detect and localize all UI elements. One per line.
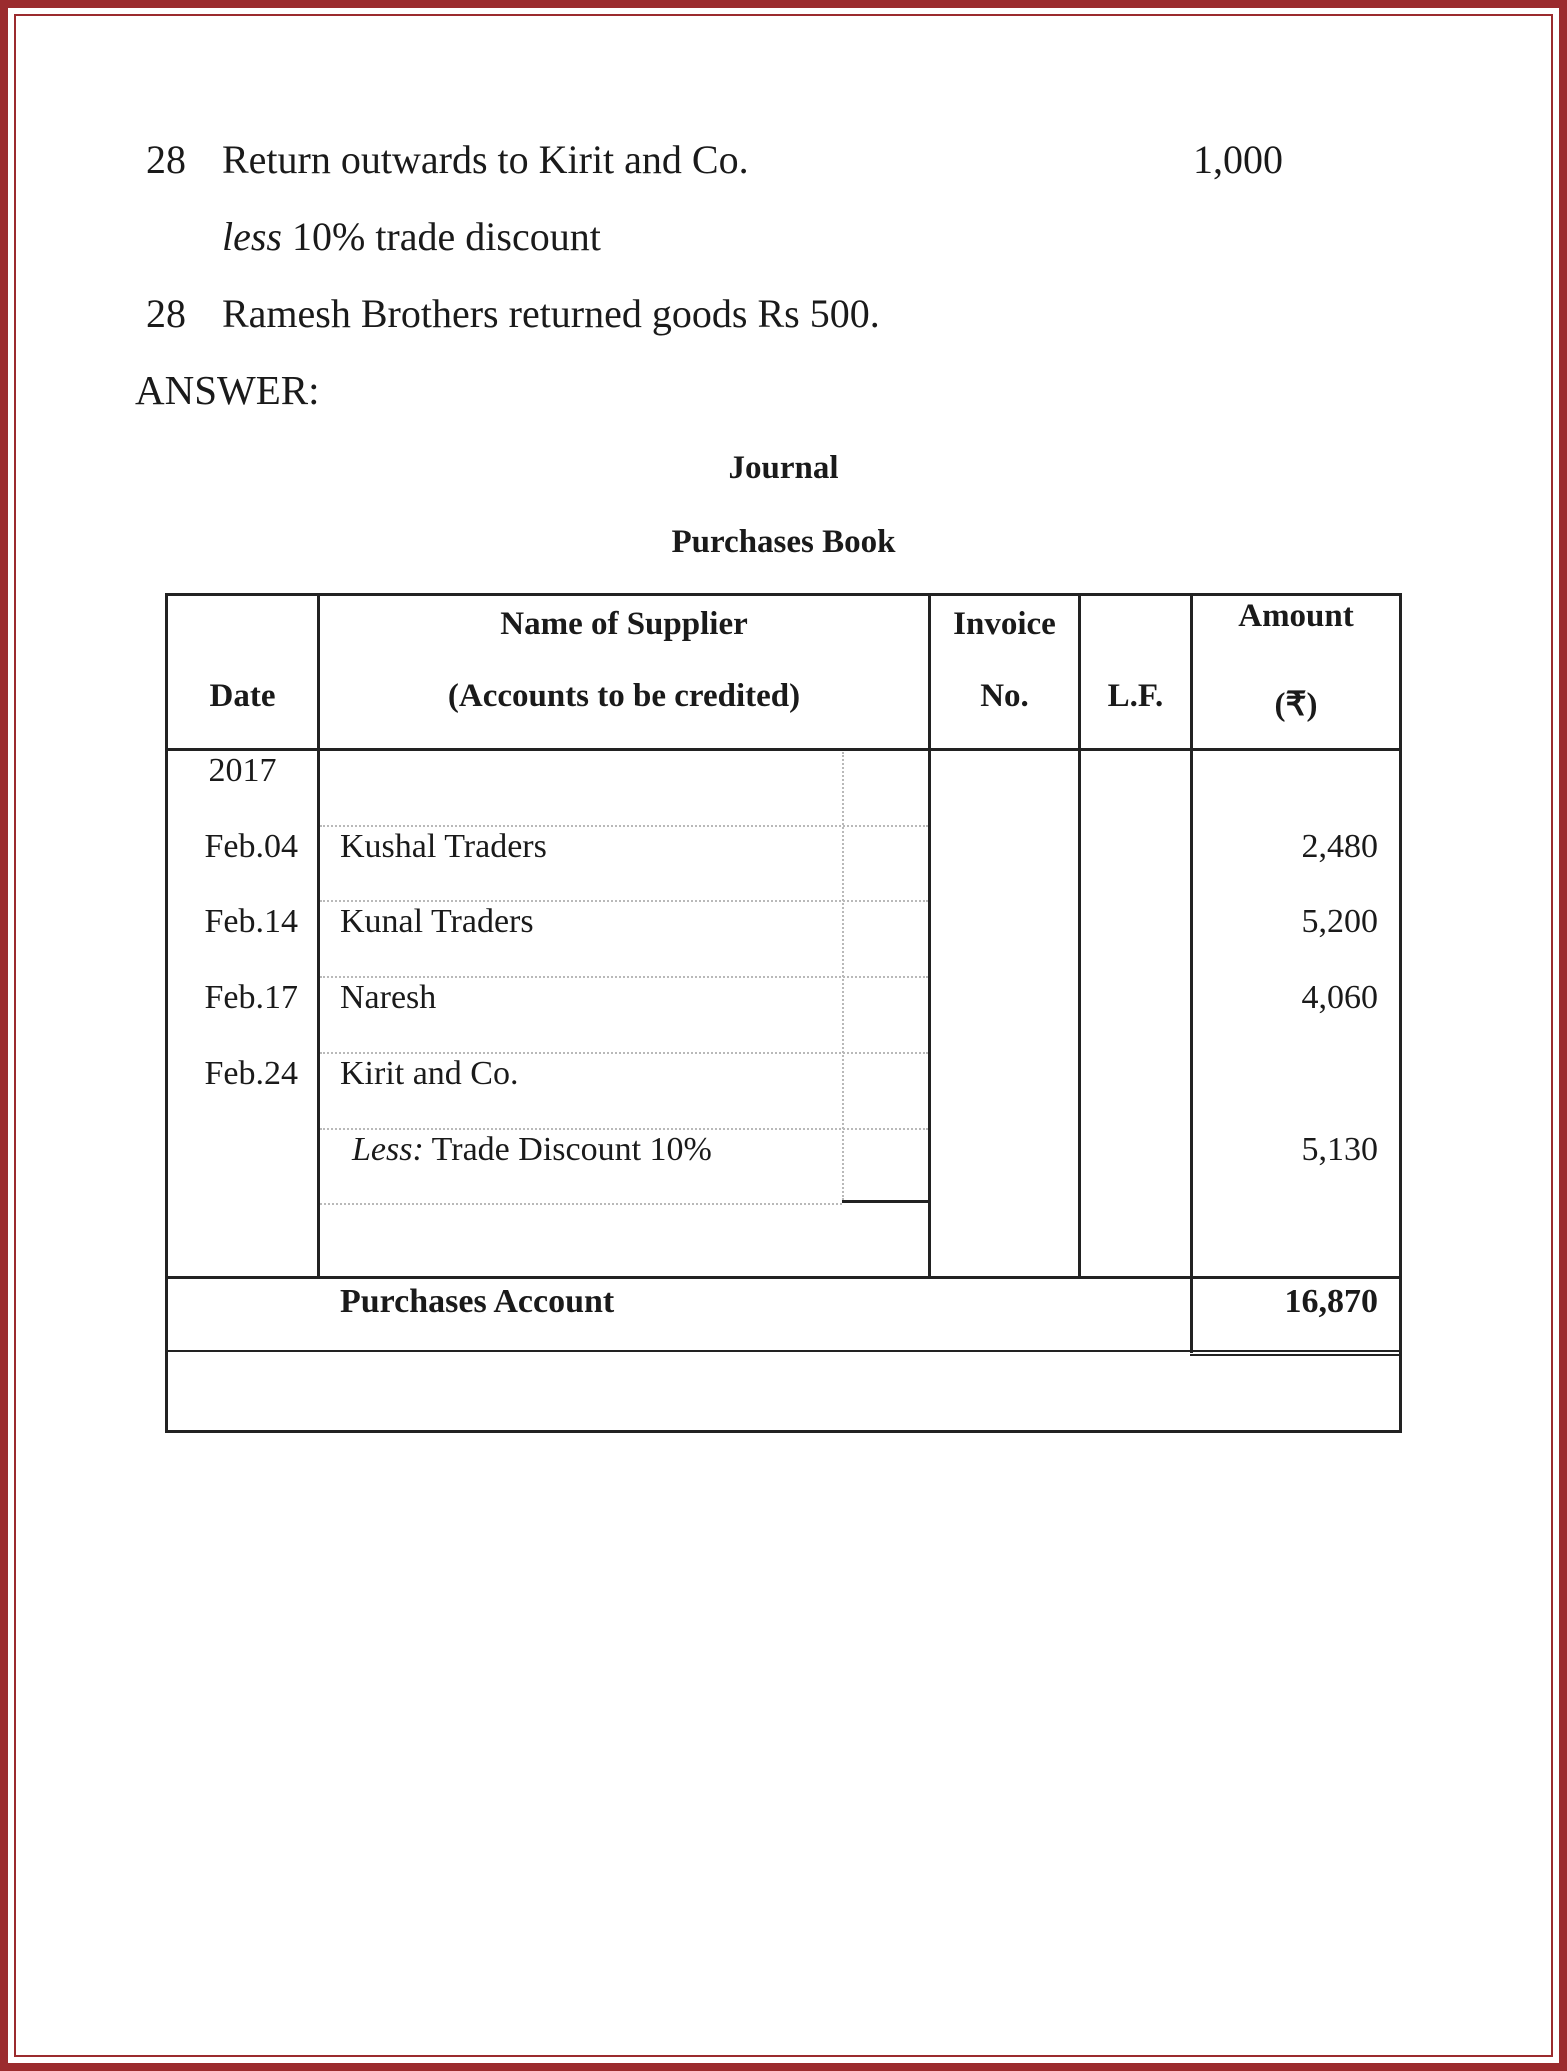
total-row-bottom	[165, 1350, 1402, 1352]
year-cell: 2017	[208, 752, 277, 789]
row-rule	[320, 1203, 842, 1205]
total-label: Purchases Account	[340, 1283, 615, 1320]
table-row-amount: 2,480	[1301, 828, 1378, 865]
table-row-supplier: Kushal Traders	[340, 828, 547, 865]
journal-title: Journal	[728, 450, 839, 486]
table-row-date: Feb.14	[204, 903, 298, 940]
less-label: Less:	[352, 1131, 424, 1168]
question-text-3: Ramesh Brothers returned goods Rs 500.	[222, 291, 880, 336]
row-rule	[320, 976, 928, 978]
header-amount-currency: (₹)	[1274, 687, 1318, 723]
row-rule	[320, 900, 928, 902]
table-right-border	[1399, 593, 1402, 1433]
total-amount: 16,870	[1284, 1283, 1378, 1320]
header-supplier: Name of Supplier	[500, 606, 748, 642]
header-lf: L.F.	[1107, 678, 1164, 714]
less-italic: less	[222, 214, 282, 259]
discount-text: 10% trade discount	[282, 214, 601, 259]
table-row-supplier: Naresh	[340, 979, 437, 1016]
total-double-underline	[1190, 1354, 1402, 1356]
table-row-amount: 4,060	[1301, 979, 1378, 1016]
table-row-supplier: Kunal Traders	[340, 903, 534, 940]
header-amount: Amount	[1238, 598, 1354, 634]
table-row-amount: 5,200	[1301, 903, 1378, 940]
question-day-1: 28	[146, 137, 186, 182]
header-invoice-no: No.	[980, 678, 1029, 714]
table-top-border	[165, 593, 1402, 596]
table-bottom-border	[165, 1430, 1402, 1433]
purchases-book-title: Purchases Book	[671, 524, 896, 560]
row-rule	[320, 1128, 928, 1130]
header-invoice: Invoice	[953, 606, 1056, 642]
table-row-date: Feb.04	[204, 828, 298, 865]
table-row-date: Feb.17	[204, 979, 298, 1016]
subtotal-line	[842, 1200, 930, 1203]
header-date: Date	[209, 678, 276, 714]
question-text-1: Return outwards to Kirit and Co.	[222, 137, 749, 182]
table-row-date: Feb.24	[204, 1055, 298, 1092]
header-supplier-sub: (Accounts to be credited)	[447, 678, 801, 714]
total-row-top	[165, 1276, 1402, 1279]
discount-line	[352, 1131, 712, 1169]
row-rule	[320, 1052, 928, 1054]
row-rule	[320, 825, 928, 827]
discount-net-amount: 5,130	[1301, 1131, 1378, 1168]
question-day-3: 28	[146, 291, 186, 336]
inner-column-rule	[842, 752, 844, 1200]
discount-label: Trade Discount 10%	[423, 1131, 712, 1168]
question-amount-1: 1,000	[1193, 137, 1283, 182]
table-row-supplier: Kirit and Co.	[340, 1055, 519, 1092]
header-divider	[165, 748, 1402, 751]
answer-label: ANSWER:	[135, 367, 320, 413]
